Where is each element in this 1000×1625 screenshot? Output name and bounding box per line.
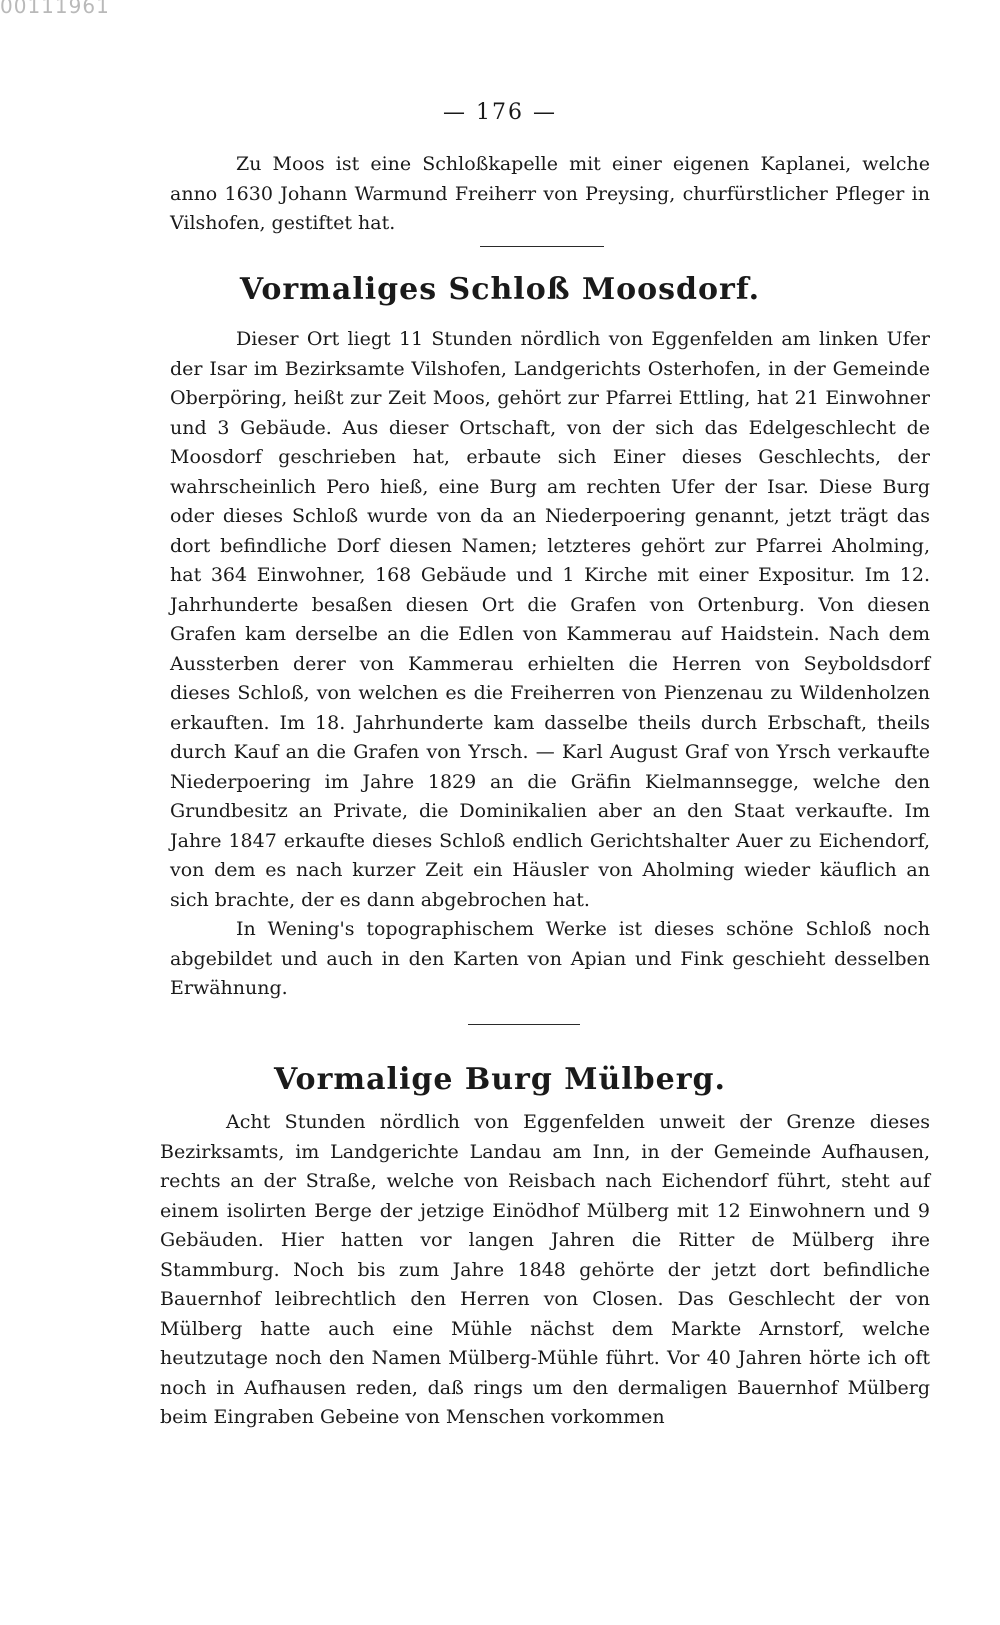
paragraph: In Wening's topographischem Werke ist dieses schöne Schloß noch abgebildet und auch in den Karten von Apian und Fink geschieht desselben Erwähnung.	[170, 918, 930, 999]
paragraph: Dieser Ort liegt 11 Stunden nördlich von Eggenfelden am linken Ufer der Isar im Bezirksamte Vilshofen, Landgerichts Osterhofen, in der Gemeinde Oberpöring, heißt zur Zeit Moos, gehört zur Pfarrei Ettling, hat 21 Einwohner und 3 Gebäude. Aus dieser Ortschaft, von der sich das Edelgeschlecht de Moosdorf geschrieben hat, erbaute sich Einer dieses Geschlechts, der wahrscheinlich Pero hieß, eine Burg am rechten Ufer der Isar. Diese Burg oder dieses Schloß wurde von da an Niederpoering genannt, jetzt trägt das dort befindliche Dorf diesen Namen; letzteres gehört zur Pfarrei Aholming, hat 364 Einwohner, 168 Gebäude und 1 Kirche mit einer Expositur. Im 12. Jahrhunderte besaßen diesen Ort die Grafen von Ortenburg. Von diesen Grafen kam derselbe an die Edlen von Kammerau auf Haidstein. Nach dem Aussterben derer von Kammerau erhielten die Herren von Seyboldsdorf dieses Schloß, von welchen es die Freiherren von Pienzenau zu Wildenholzen erkauften. Im 18. Jahrhunderte kam dasselbe theils durch Erbschaft, theils durch Kauf an die Grafen von Yrsch. — Karl August Graf von Yrsch verkaufte Niederpoering im Jahre 1829 an die Gräfin Kielmannsegge, welche den Grundbesitz an Private, die Dominikalien aber an den Staat verkaufte. Im Jahre 1847 erkaufte dieses Schloß endlich Gerichtshalter Auer zu Eichendorf, von dem es nach kurzer Zeit ein Häusler von Aholming wieder käuflich an sich brachte, der es dann abgebrochen hat.	[170, 328, 930, 911]
page-number: — 176 —	[443, 100, 557, 125]
section-divider	[480, 246, 604, 247]
section-divider	[468, 1024, 580, 1025]
scan-id: 00111961	[0, 0, 110, 18]
section-heading-moosdorf: Vormaliges Schloß Moosdorf.	[239, 272, 761, 307]
paragraph: Acht Stunden nördlich von Eggenfelden unweit der Grenze dieses Bezirksamts, im Landgerichte Landau am Inn, in der Gemeinde Aufhausen, rechts an der Straße, welche von Reisbach nach Eichendorf führt, steht auf einem isolirten Berge der jetzige Einödhof Mülberg mit 12 Einwohnern und 9 Gebäuden. Hier hatten vor langen Jahren die Ritter de Mülberg ihre Stammburg. Noch bis zum Jahre 1848 gehörte der jetzt dort befindliche Bauernhof leibrechtlich den Herren von Closen. Das Geschlecht der von Mülberg hatte auch eine Mühle nächst dem Markte Arnstorf, welche heutzutage noch den Namen Mülberg-Mühle führt. Vor 40 Jahren hörte ich oft noch in Aufhausen reden, daß rings um den dermaligen Bauernhof Mülberg beim Eingraben Gebeine von Menschen vorkommen	[160, 1111, 930, 1428]
section-body-muelberg	[160, 1108, 930, 1433]
section-heading-muelberg: Vormalige Burg Mülberg.	[274, 1062, 726, 1097]
section-body-moosdorf	[170, 325, 930, 1004]
intro-text	[170, 150, 930, 239]
intro-paragraph: Zu Moos ist eine Schloßkapelle mit einer eigenen Kaplanei, welche anno 1630 Johann Warmund Freiherr von Preysing, churfürstlicher Pfleger in Vilshofen, gestiftet hat.	[170, 153, 930, 234]
